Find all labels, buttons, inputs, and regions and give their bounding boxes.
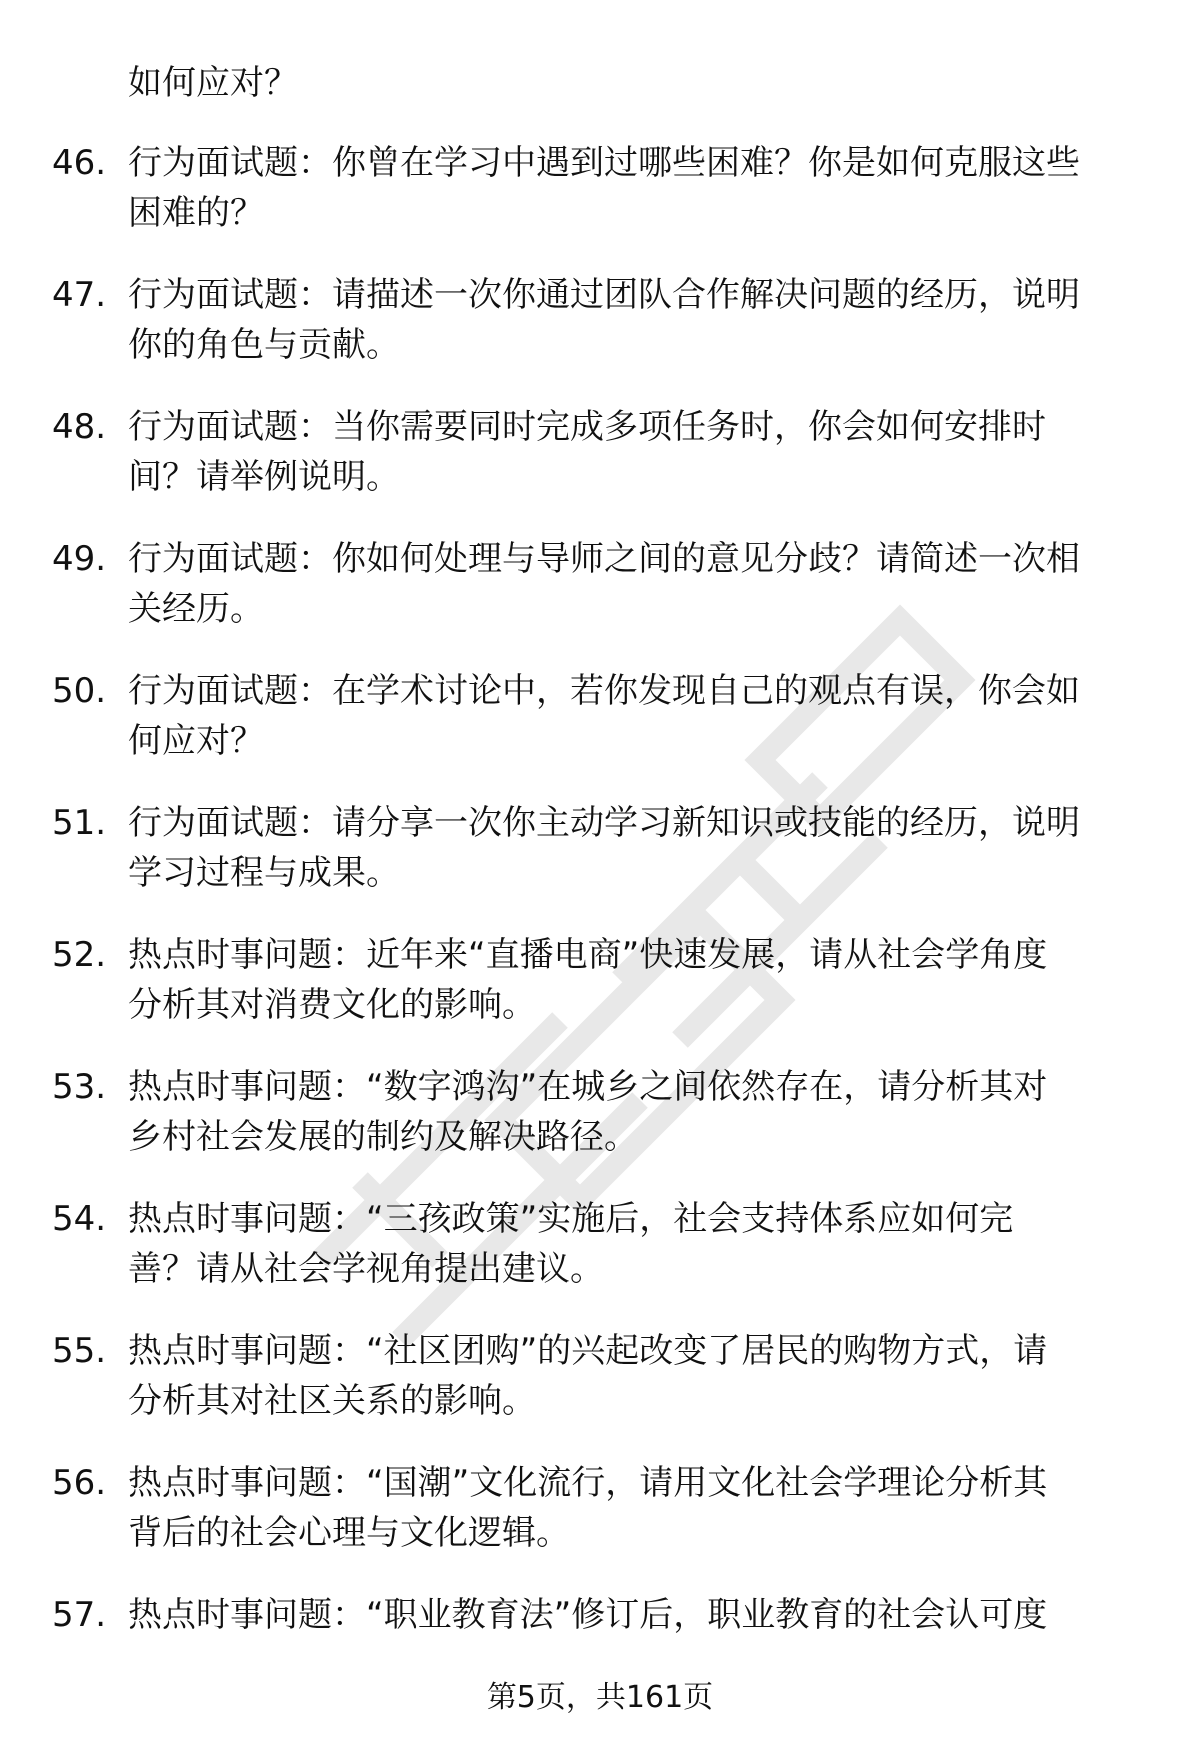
question-item <box>0 798 1200 930</box>
question-text <box>128 138 1138 238</box>
question-text-line: 热点时事问题：“数字鸿沟”在城乡之间依然存在，请分析其对 <box>128 1067 1048 1107</box>
question-text-line: 行为面试题：当你需要同时完成多项任务时，你会如何安排时 <box>128 407 1046 447</box>
question-text-line: 分析其对社区关系的影响。 <box>128 1381 536 1421</box>
question-text-line: 你的角色与贡献。 <box>128 325 400 365</box>
question-item <box>0 1326 1200 1458</box>
question-text-line: 行为面试题：请分享一次你主动学习新知识或技能的经历，说明 <box>128 803 1080 843</box>
question-text <box>128 1326 1138 1426</box>
question-text-line: 背后的社会心理与文化逻辑。 <box>128 1513 570 1553</box>
question-text <box>128 1590 1138 1640</box>
question-text-line: 间？请举例说明。 <box>128 457 400 497</box>
question-text <box>128 930 1138 1030</box>
question-text <box>128 1062 1138 1162</box>
question-text-line: 行为面试题：你如何处理与导师之间的意见分歧？请简述一次相 <box>128 539 1080 579</box>
question-text-line: 热点时事问题：近年来“直播电商”快速发展，请从社会学角度 <box>128 935 1048 975</box>
continuation-text: 如何应对？ <box>128 63 298 103</box>
question-text-line: 善？请从社会学视角提出建议。 <box>128 1249 604 1289</box>
question-text-line: 热点时事问题：“职业教育法”修订后，职业教育的社会认可度 <box>128 1595 1048 1635</box>
question-number: 49. <box>52 539 107 579</box>
question-text <box>128 798 1138 898</box>
question-number: 54. <box>52 1199 107 1239</box>
question-item <box>0 138 1200 270</box>
question-text-line: 关经历。 <box>128 589 264 629</box>
question-text-line: 乡村社会发展的制约及解决路径。 <box>128 1117 638 1157</box>
question-number: 50. <box>52 671 107 711</box>
page-footer: 第5页，共161页 <box>486 1680 714 1715</box>
question-item <box>0 270 1200 402</box>
question-item <box>0 1062 1200 1194</box>
question-item <box>0 666 1200 798</box>
question-text <box>128 666 1138 766</box>
question-text-line: 行为面试题：你曾在学习中遇到过哪些困难？你是如何克服这些 <box>128 143 1080 183</box>
question-number: 46. <box>52 143 107 183</box>
question-number: 53. <box>52 1067 107 1107</box>
question-text <box>128 270 1138 370</box>
question-text-line: 困难的？ <box>128 193 264 233</box>
question-text-line: 行为面试题：请描述一次你通过团队合作解决问题的经历，说明 <box>128 275 1080 315</box>
question-text-line: 分析其对消费文化的影响。 <box>128 985 536 1025</box>
question-number: 51. <box>52 803 107 843</box>
question-item <box>0 1194 1200 1326</box>
question-text <box>128 402 1138 502</box>
question-number: 55. <box>52 1331 107 1371</box>
question-text-line: 行为面试题：在学术讨论中，若你发现自己的观点有误，你会如 <box>128 671 1080 711</box>
question-text-line: 学习过程与成果。 <box>128 853 400 893</box>
question-text <box>128 534 1138 634</box>
question-text-line: 何应对？ <box>128 721 264 761</box>
question-text-line: 热点时事问题：“三孩政策”实施后，社会支持体系应如何完 <box>128 1199 1014 1239</box>
question-number: 57. <box>52 1595 107 1635</box>
question-item <box>0 402 1200 534</box>
question-number: 47. <box>52 275 107 315</box>
question-text <box>128 1194 1138 1294</box>
question-text <box>128 1458 1138 1558</box>
question-text-line: 热点时事问题：“国潮”文化流行，请用文化社会学理论分析其 <box>128 1463 1048 1503</box>
question-item <box>0 534 1200 666</box>
question-number: 52. <box>52 935 107 975</box>
question-text-line: 热点时事问题：“社区团购”的兴起改变了居民的购物方式，请 <box>128 1331 1048 1371</box>
question-number: 56. <box>52 1463 107 1503</box>
question-list <box>0 138 1200 1722</box>
question-item <box>0 1458 1200 1590</box>
question-number: 48. <box>52 407 107 447</box>
question-item <box>0 930 1200 1062</box>
